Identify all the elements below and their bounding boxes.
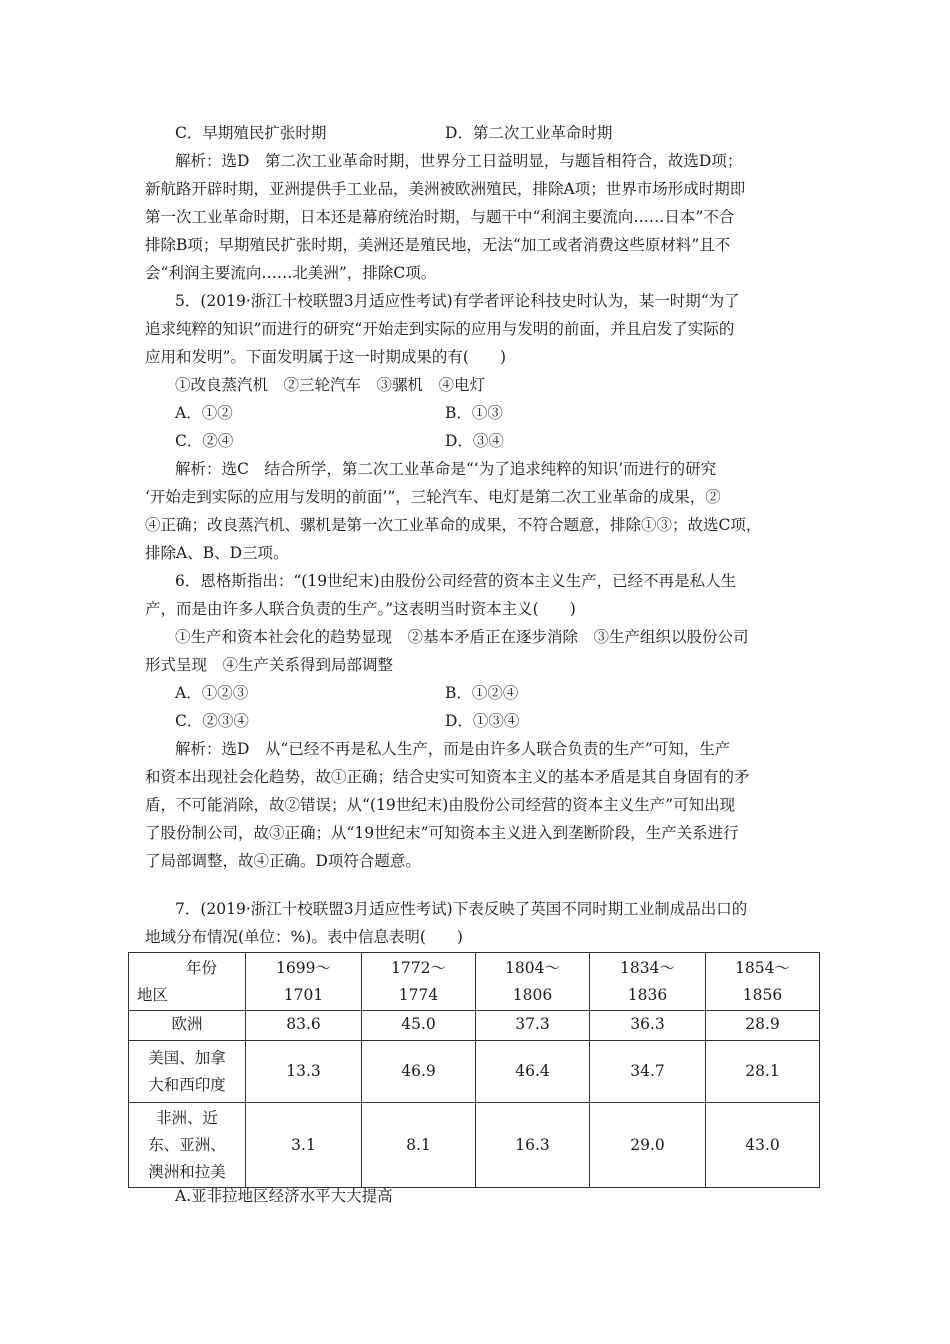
q5-analysis-line: 解析：选C 结合所学，第二次工业革命是“‘为了追求纯粹的知识’而进行的研究 bbox=[175, 460, 717, 478]
q5-items: ①改良蒸汽机 ②三轮汽车 ③骡机 ④电灯 bbox=[175, 376, 486, 394]
table-header-row bbox=[129, 953, 820, 1011]
q6-items-line: 形式呈现 ④生产关系得到局部调整 bbox=[145, 656, 394, 674]
corner-region-label: 地区 bbox=[137, 985, 169, 1004]
q5-stem-line: 追求纯粹的知识”而进行的研究“开始走到实际的应用与发明的前面，并且启发了实际的 bbox=[145, 320, 735, 338]
q4-analysis-line: 第一次工业革命时期，日本还是幕府统治时期，与题干中“利润主要流向……日本”不合 bbox=[145, 208, 735, 226]
q4-option-c: C．早期殖民扩张时期 bbox=[175, 124, 327, 142]
q4-option-d: D．第二次工业革命时期 bbox=[445, 124, 613, 142]
q7-stem-line: 地域分布情况(单位：%)。表中信息表明( ) bbox=[145, 928, 463, 946]
year-header: 1699～ 1701 bbox=[246, 953, 362, 1011]
q6-analysis-line: 和资本出现社会化趋势，故①正确；结合史实可知资本主义的基本矛盾是其自身固有的矛 bbox=[145, 768, 750, 786]
q6-option-d: D．①③④ bbox=[445, 712, 520, 730]
q6-analysis-line: 解析：选D 从“已经不再是私人生产，而是由许多人联合负责的生产”可知，生产 bbox=[175, 740, 731, 758]
q4-analysis-line: 排除B项；早期殖民扩张时期，美洲还是殖民地，无法“加工或者消费这些原材料”且不 bbox=[145, 236, 731, 254]
q4-analysis-line: 会“利润主要流向……北美洲”，排除C项。 bbox=[145, 264, 437, 282]
region-cell: 非洲、近 东、亚洲、 澳洲和拉美 bbox=[129, 1103, 246, 1188]
q6-option-c: C．②③④ bbox=[175, 712, 249, 730]
year-header: 1804～ 1806 bbox=[476, 953, 590, 1011]
q6-analysis-line: 了局部调整，故④正确。D项符合题意。 bbox=[145, 852, 421, 870]
q5-option-a: A．①② bbox=[175, 404, 233, 422]
value-cell: 28.1 bbox=[706, 1041, 820, 1103]
q6-analysis-line: 盾，不可能消除，故②错误；从“(19世纪末)由股份公司经营的资本主义生产”可知出现 bbox=[145, 796, 736, 814]
q5-option-d: D．③④ bbox=[445, 432, 504, 450]
q6-option-b: B．①②④ bbox=[445, 684, 519, 702]
q5-analysis-line: ‘开始走到实际的应用与发明的前面’”，三轮汽车、电灯是第二次工业革命的成果，② bbox=[145, 488, 721, 506]
export-distribution-table bbox=[128, 952, 820, 1188]
q6-analysis-line: 了股份制公司，故③正确；从“19世纪末”可知资本主义进入到垄断阶段，生产关系进行 bbox=[145, 824, 739, 842]
q5-analysis-line: 排除A、B、D三项。 bbox=[145, 544, 289, 562]
q5-analysis-line: ④正确；改良蒸汽机、骡机是第一次工业革命的成果，不符合题意，排除①③；故选C项， bbox=[145, 516, 762, 534]
corner-year-label: 年份 bbox=[185, 958, 217, 977]
q5-option-b: B．①③ bbox=[445, 404, 503, 422]
q4-option-c-row bbox=[175, 123, 613, 143]
q6-items-line: ①生产和资本社会化的趋势显现 ②基本矛盾正在逐步消除 ③生产组织以股份公司 bbox=[175, 628, 749, 646]
q4-analysis-line: 新航路开辟时期，亚洲提供手工业品，美洲被欧洲殖民，排除A项；世界市场形成时期即 bbox=[145, 180, 746, 198]
value-cell: 37.3 bbox=[476, 1011, 590, 1041]
value-cell: 29.0 bbox=[590, 1103, 706, 1188]
table-row bbox=[129, 1103, 820, 1188]
table-corner-cell bbox=[129, 953, 246, 1011]
q6-stem-line: 产，而是由许多人联合负责的生产。”这表明当时资本主义( ) bbox=[145, 600, 576, 618]
value-cell: 3.1 bbox=[246, 1103, 362, 1188]
value-cell: 36.3 bbox=[590, 1011, 706, 1041]
value-cell: 43.0 bbox=[706, 1103, 820, 1188]
value-cell: 13.3 bbox=[246, 1041, 362, 1103]
value-cell: 46.9 bbox=[362, 1041, 476, 1103]
q5-stem-line: 5．(2019·浙江十校联盟3月适应性考试)有学者评论科技史时认为，某一时期“为了 bbox=[175, 292, 740, 310]
q7-stem-line: 7．(2019·浙江十校联盟3月适应性考试)下表反映了英国不同时期工业制成品出口的 bbox=[175, 900, 748, 918]
region-cell: 美国、加拿 大和西印度 bbox=[129, 1041, 246, 1103]
q7-option-a: A.亚非拉地区经济水平大大提高 bbox=[175, 1187, 393, 1205]
value-cell: 28.9 bbox=[706, 1011, 820, 1041]
table-row bbox=[129, 1041, 820, 1103]
table-row bbox=[129, 1011, 820, 1041]
year-header: 1772～ 1774 bbox=[362, 953, 476, 1011]
value-cell: 34.7 bbox=[590, 1041, 706, 1103]
q4-analysis-line: 解析：选D 第二次工业革命时期，世界分工日益明显，与题旨相符合，故选D项； bbox=[175, 152, 743, 170]
year-header: 1854～ 1856 bbox=[706, 953, 820, 1011]
value-cell: 8.1 bbox=[362, 1103, 476, 1188]
q5-option-c: C．②④ bbox=[175, 432, 234, 450]
q6-stem-line: 6．恩格斯指出：“(19世纪末)由股份公司经营的资本主义生产，已经不再是私人生 bbox=[175, 572, 737, 590]
q6-option-a: A．①②③ bbox=[175, 684, 249, 702]
value-cell: 45.0 bbox=[362, 1011, 476, 1041]
value-cell: 16.3 bbox=[476, 1103, 590, 1188]
value-cell: 46.4 bbox=[476, 1041, 590, 1103]
year-header: 1834～ 1836 bbox=[590, 953, 706, 1011]
region-cell: 欧洲 bbox=[129, 1011, 246, 1041]
q5-stem-line: 应用和发明”。下面发明属于这一时期成果的有( ) bbox=[145, 348, 507, 366]
value-cell: 83.6 bbox=[246, 1011, 362, 1041]
